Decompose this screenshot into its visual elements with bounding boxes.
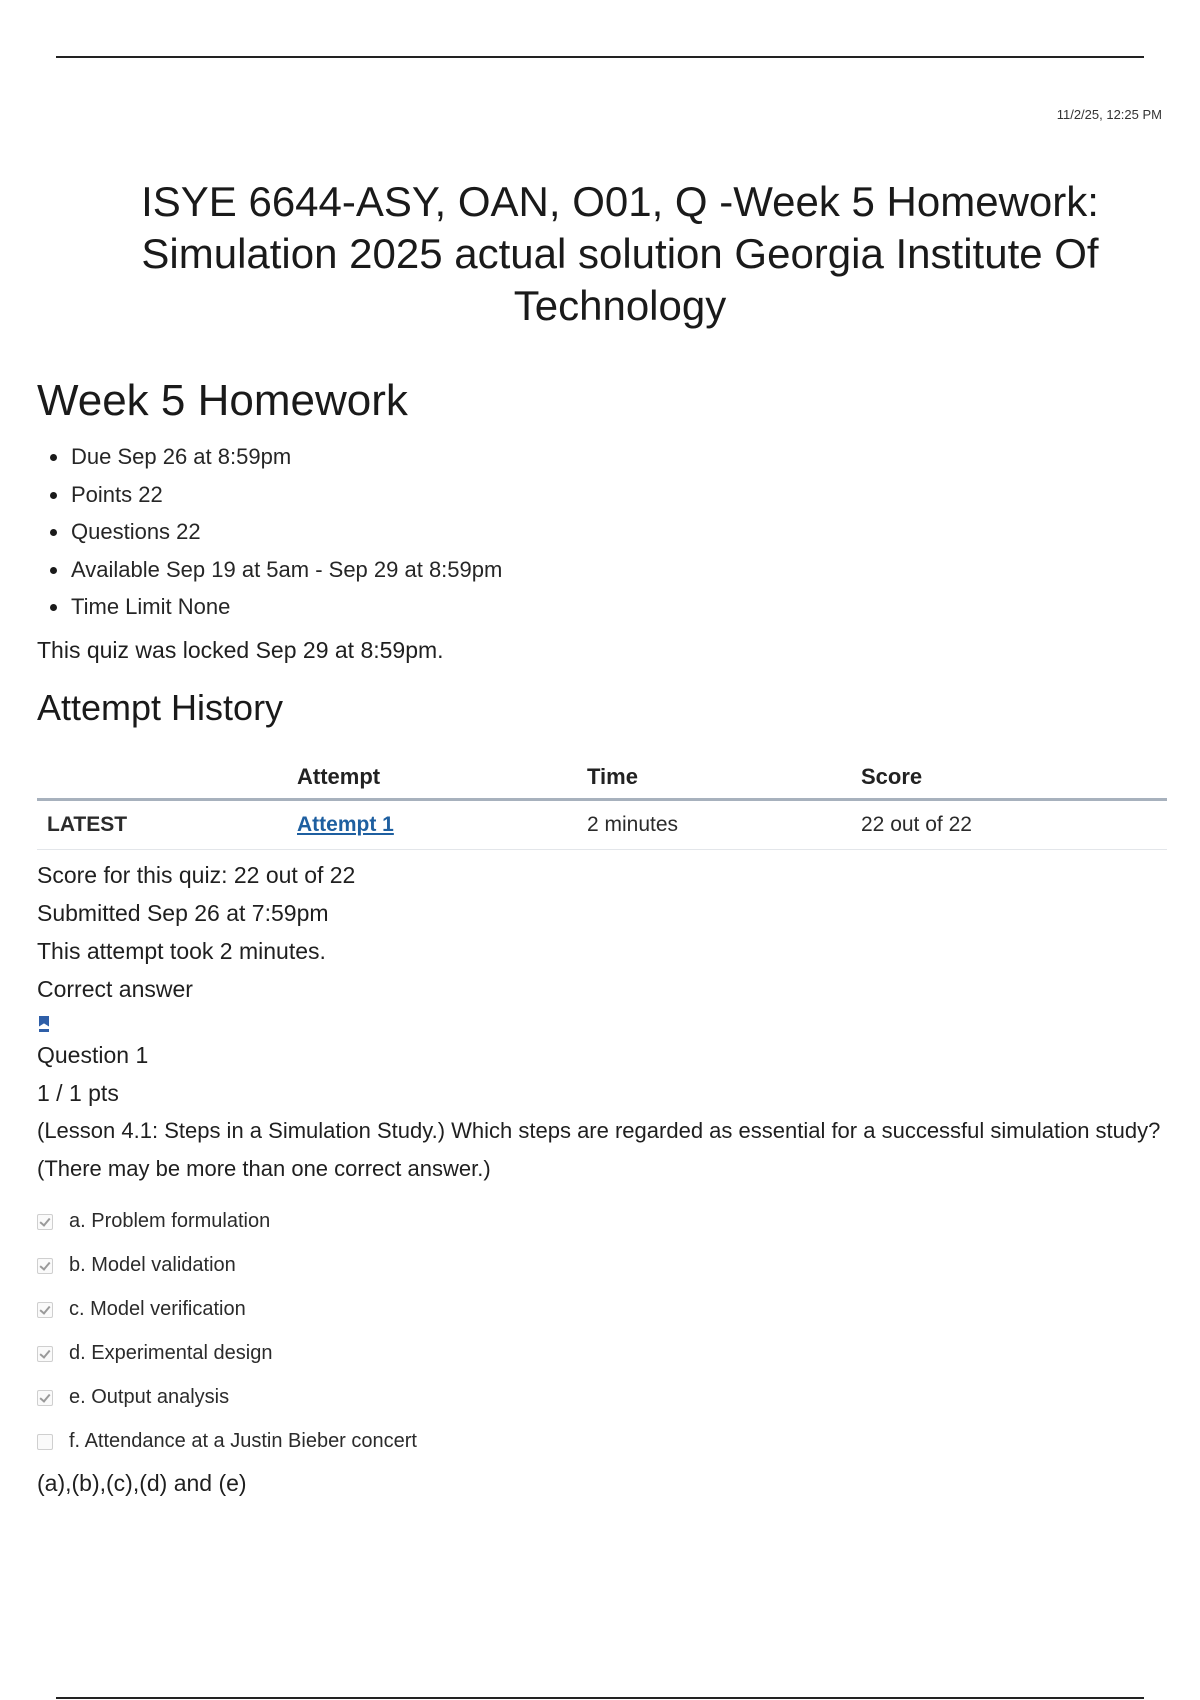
answer-label-e: e. Output analysis [69, 1386, 230, 1408]
answer-option-d [37, 1332, 1167, 1376]
answer-checkbox-f[interactable] [37, 1434, 53, 1450]
flag-icon-base [39, 1029, 49, 1032]
answer-option-a [37, 1200, 1167, 1244]
answer-option-e [37, 1376, 1167, 1420]
question-number: Question 1 [37, 1041, 149, 1068]
document-title: ISYE 6644-ASY, OAN, O01, Q -Week 5 Homework: Simulation 2025 actual solution Georgia Institute Of Technology [141, 178, 1099, 329]
quiz-title: Week 5 Homework [37, 376, 408, 425]
detail-available: Available Sep 19 at 5am - Sep 29 at 8:59pm [37, 551, 1167, 589]
bottom-rule [56, 1697, 1144, 1699]
flag-icon[interactable] [39, 1014, 49, 1036]
question-points: 1 / 1 pts [37, 1079, 119, 1106]
answer-label-f: f. Attendance at a Justin Bieber concert [69, 1430, 417, 1452]
attempt-cell [297, 799, 587, 849]
answer-list [37, 1200, 1167, 1464]
table-row [37, 799, 1167, 849]
attempt-history-table [37, 756, 1167, 850]
top-rule [56, 56, 1144, 58]
submitted-time: Submitted Sep 26 at 7:59pm [37, 899, 329, 926]
header-label [37, 756, 297, 800]
attempt-1-link[interactable]: Attempt 1 [297, 812, 394, 836]
question-text: (Lesson 4.1: Steps in a Simulation Study.) Which steps are regarded as essential for a successful simulation study? (There may be more than one correct answer.) [37, 1117, 1161, 1181]
answer-checkbox-a[interactable] [37, 1214, 53, 1230]
attempt-duration: This attempt took 2 minutes. [37, 937, 326, 964]
answer-checkbox-b[interactable] [37, 1258, 53, 1274]
detail-due: Due Sep 26 at 8:59pm [37, 438, 1167, 476]
answer-label-d: d. Experimental design [69, 1342, 273, 1364]
answer-checkbox-c[interactable] [37, 1302, 53, 1318]
answer-label-c: c. Model verification [69, 1298, 246, 1320]
answer-option-c [37, 1288, 1167, 1332]
table-header-row [37, 756, 1167, 800]
answer-label-b: b. Model validation [69, 1254, 236, 1276]
quiz-score: Score for this quiz: 22 out of 22 [37, 861, 356, 888]
detail-points: Points 22 [37, 476, 1167, 514]
header-time: Time [587, 756, 861, 800]
header-score: Score [861, 756, 1167, 800]
locked-note: This quiz was locked Sep 29 at 8:59pm. [37, 636, 444, 663]
answer-option-f [37, 1420, 1167, 1464]
question-1 [37, 1036, 1167, 1502]
answer-option-b [37, 1244, 1167, 1288]
detail-questions: Questions 22 [37, 513, 1167, 551]
correct-answer-label: Correct answer [37, 975, 193, 1002]
quiz-content [37, 372, 1167, 1502]
answer-checkbox-d[interactable] [37, 1346, 53, 1362]
detail-time-limit: Time Limit None [37, 588, 1167, 626]
score-cell: 22 out of 22 [861, 799, 1167, 849]
print-timestamp: 11/2/25, 12:25 PM [1056, 107, 1162, 122]
answer-label-a: a. Problem formulation [69, 1210, 271, 1232]
quiz-details-list [37, 438, 1167, 626]
attempt-summary [37, 856, 1167, 1008]
latest-label: LATEST [37, 799, 297, 849]
flag-icon-shape [39, 1016, 49, 1027]
attempt-history-title: Attempt History [37, 686, 284, 728]
header-attempt: Attempt [297, 756, 587, 800]
final-answer: (a),(b),(c),(d) and (e) [37, 1469, 247, 1496]
time-cell: 2 minutes [587, 799, 861, 849]
answer-checkbox-e[interactable] [37, 1390, 53, 1406]
